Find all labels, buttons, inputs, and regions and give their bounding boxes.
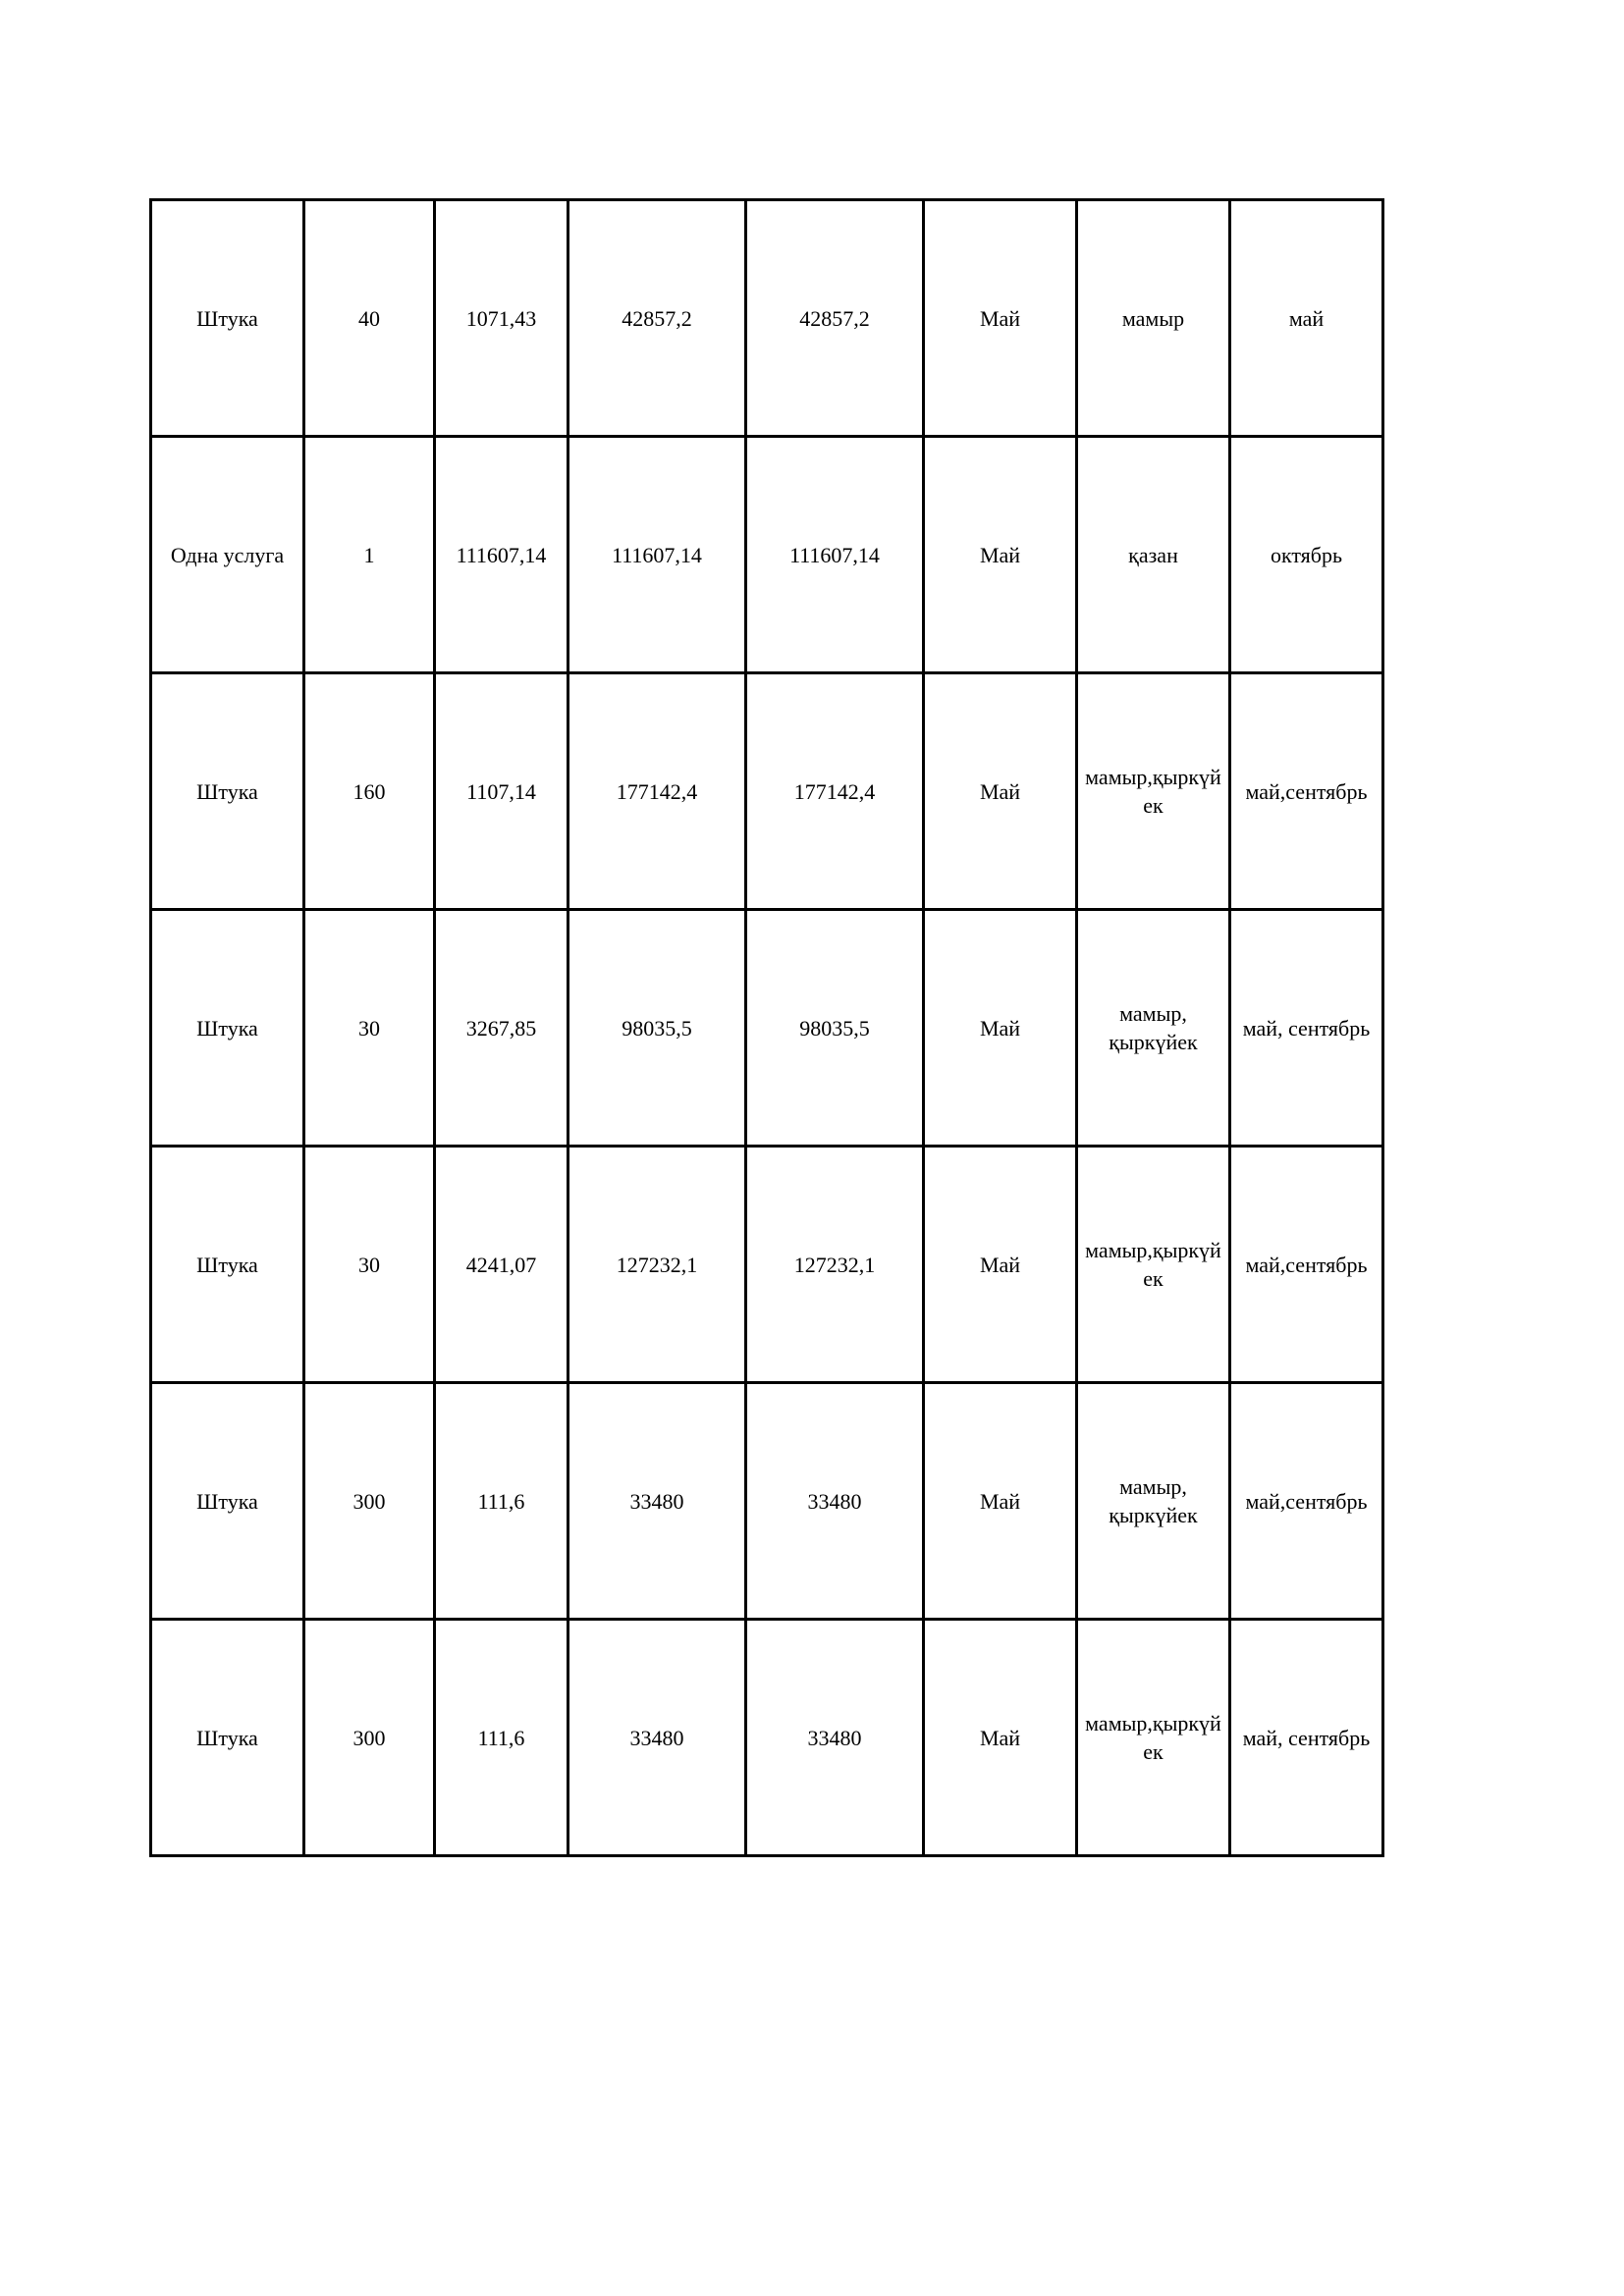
planned-amount-cell: 127232,1 — [746, 1147, 924, 1383]
table-body — [151, 200, 1383, 1856]
delivery-month-kz-cell: мамыр,қыркүйек — [1077, 1147, 1230, 1383]
unit-price-cell: 111,6 — [435, 1383, 568, 1620]
unit-price-cell: 1107,14 — [435, 673, 568, 910]
quantity-cell: 30 — [304, 1147, 435, 1383]
month-cell: Май — [924, 1147, 1077, 1383]
delivery-month-ru-cell: май, сентябрь — [1230, 1620, 1383, 1856]
unit-cell: Штука — [151, 1620, 304, 1856]
month-cell: Май — [924, 1620, 1077, 1856]
total-amount-cell: 42857,2 — [568, 200, 746, 437]
total-amount-cell: 33480 — [568, 1620, 746, 1856]
unit-price-cell: 111607,14 — [435, 437, 568, 673]
delivery-month-ru-cell: май,сентябрь — [1230, 1147, 1383, 1383]
delivery-month-kz-cell: қазан — [1077, 437, 1230, 673]
planned-amount-cell: 177142,4 — [746, 673, 924, 910]
unit-cell: Одна услуга — [151, 437, 304, 673]
quantity-cell: 30 — [304, 910, 435, 1147]
month-cell: Май — [924, 437, 1077, 673]
unit-price-cell: 1071,43 — [435, 200, 568, 437]
total-amount-cell: 98035,5 — [568, 910, 746, 1147]
unit-cell: Штука — [151, 1147, 304, 1383]
delivery-month-kz-cell: мамыр,қыркүйек — [1077, 1620, 1230, 1856]
delivery-month-ru-cell: май,сентябрь — [1230, 1383, 1383, 1620]
unit-price-cell: 111,6 — [435, 1620, 568, 1856]
delivery-month-kz-cell: мамыр, қыркүйек — [1077, 1383, 1230, 1620]
month-cell: Май — [924, 910, 1077, 1147]
total-amount-cell: 33480 — [568, 1383, 746, 1620]
quantity-cell: 300 — [304, 1383, 435, 1620]
table-row — [151, 1620, 1383, 1856]
quantity-cell: 300 — [304, 1620, 435, 1856]
unit-price-cell: 3267,85 — [435, 910, 568, 1147]
unit-cell: Штука — [151, 673, 304, 910]
total-amount-cell: 177142,4 — [568, 673, 746, 910]
delivery-month-kz-cell: мамыр,қыркүйек — [1077, 673, 1230, 910]
quantity-cell: 160 — [304, 673, 435, 910]
table-row — [151, 437, 1383, 673]
unit-cell: Штука — [151, 200, 304, 437]
table-row — [151, 1383, 1383, 1620]
procurement-table — [149, 198, 1384, 1857]
planned-amount-cell: 33480 — [746, 1620, 924, 1856]
delivery-month-ru-cell: май, сентябрь — [1230, 910, 1383, 1147]
planned-amount-cell: 33480 — [746, 1383, 924, 1620]
month-cell: Май — [924, 1383, 1077, 1620]
month-cell: Май — [924, 673, 1077, 910]
table-row — [151, 200, 1383, 437]
unit-cell: Штука — [151, 910, 304, 1147]
table-row — [151, 673, 1383, 910]
table-row — [151, 910, 1383, 1147]
total-amount-cell: 127232,1 — [568, 1147, 746, 1383]
quantity-cell: 40 — [304, 200, 435, 437]
delivery-month-kz-cell: мамыр, қыркүйек — [1077, 910, 1230, 1147]
planned-amount-cell: 98035,5 — [746, 910, 924, 1147]
planned-amount-cell: 42857,2 — [746, 200, 924, 437]
total-amount-cell: 111607,14 — [568, 437, 746, 673]
delivery-month-ru-cell: октябрь — [1230, 437, 1383, 673]
month-cell: Май — [924, 200, 1077, 437]
delivery-month-ru-cell: май,сентябрь — [1230, 673, 1383, 910]
delivery-month-ru-cell: май — [1230, 200, 1383, 437]
unit-price-cell: 4241,07 — [435, 1147, 568, 1383]
planned-amount-cell: 111607,14 — [746, 437, 924, 673]
delivery-month-kz-cell: мамыр — [1077, 200, 1230, 437]
unit-cell: Штука — [151, 1383, 304, 1620]
table-row — [151, 1147, 1383, 1383]
quantity-cell: 1 — [304, 437, 435, 673]
